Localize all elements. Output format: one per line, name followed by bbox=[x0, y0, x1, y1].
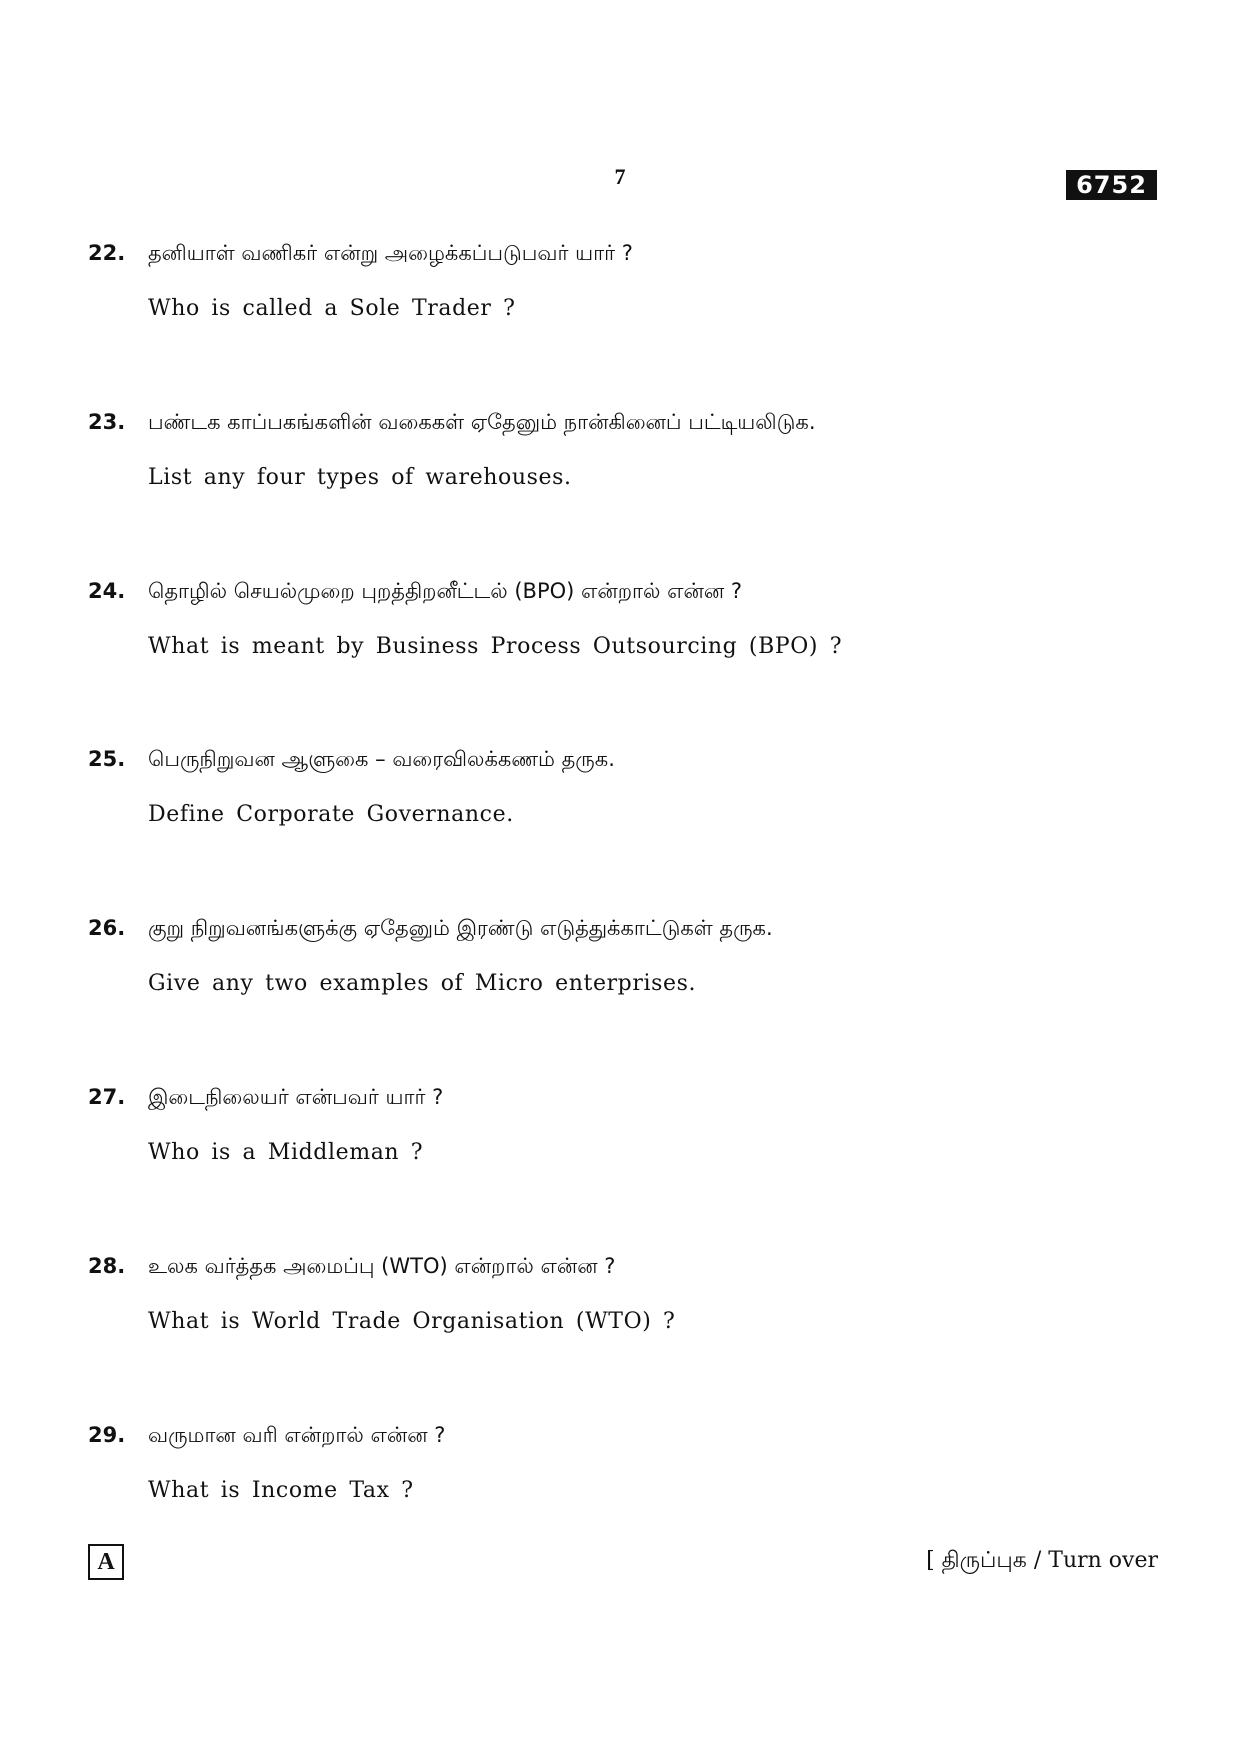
question-text-english: Who is a Middleman ? bbox=[148, 1140, 424, 1165]
question-text-tamil: வருமான வரி என்றால் என்ன ? bbox=[148, 1423, 446, 1447]
turn-over-note: [ திருப்புக / Turn over bbox=[926, 1548, 1158, 1573]
question-number: 28. bbox=[88, 1254, 126, 1278]
question-text-tamil: உலக வர்த்தக அமைப்பு (WTO) என்றால் என்ன ? bbox=[148, 1254, 616, 1278]
question-number: 27. bbox=[88, 1085, 126, 1109]
question-number: 23. bbox=[88, 410, 126, 434]
question-text-tamil: இடைநிலையர் என்பவர் யார் ? bbox=[148, 1085, 444, 1109]
question-number: 22. bbox=[88, 241, 126, 265]
question-number: 29. bbox=[88, 1423, 126, 1447]
question-text-tamil: பெருநிறுவன ஆளுகை – வரைவிலக்கணம் தருக. bbox=[148, 747, 615, 771]
question-number: 24. bbox=[88, 579, 126, 603]
series-code-box: A bbox=[88, 1544, 124, 1580]
question-number: 26. bbox=[88, 916, 126, 940]
question-text-tamil: தொழில் செயல்முறை புறத்திறனீட்டல் (BPO) என்றால் என்ன ? bbox=[148, 579, 743, 603]
question-text-tamil: குறு நிறுவனங்களுக்கு ஏதேனும் இரண்டு எடுத்துக்காட்டுகள் தருக. bbox=[148, 916, 773, 940]
question-text-tamil: தனியாள் வணிகர் என்று அழைக்கப்படுபவர் யார் ? bbox=[148, 241, 633, 265]
page-number: 7 bbox=[614, 164, 626, 189]
question-text-tamil: பண்டக காப்பகங்களின் வகைகள் ஏதேனும் நான்கினைப் பட்டியலிடுக. bbox=[148, 410, 816, 434]
question-text-english: Give any two examples of Micro enterprises. bbox=[148, 971, 697, 996]
question-text-english: What is meant by Business Process Outsourcing (BPO) ? bbox=[148, 634, 843, 659]
question-text-english: List any four types of warehouses. bbox=[148, 465, 572, 490]
question-text-english: What is Income Tax ? bbox=[148, 1478, 414, 1503]
question-number: 25. bbox=[88, 747, 126, 771]
question-text-english: What is World Trade Organisation (WTO) ? bbox=[148, 1309, 676, 1334]
question-text-english: Define Corporate Governance. bbox=[148, 802, 514, 827]
paper-code-badge: 6752 bbox=[1066, 170, 1157, 200]
question-text-english: Who is called a Sole Trader ? bbox=[148, 296, 516, 321]
